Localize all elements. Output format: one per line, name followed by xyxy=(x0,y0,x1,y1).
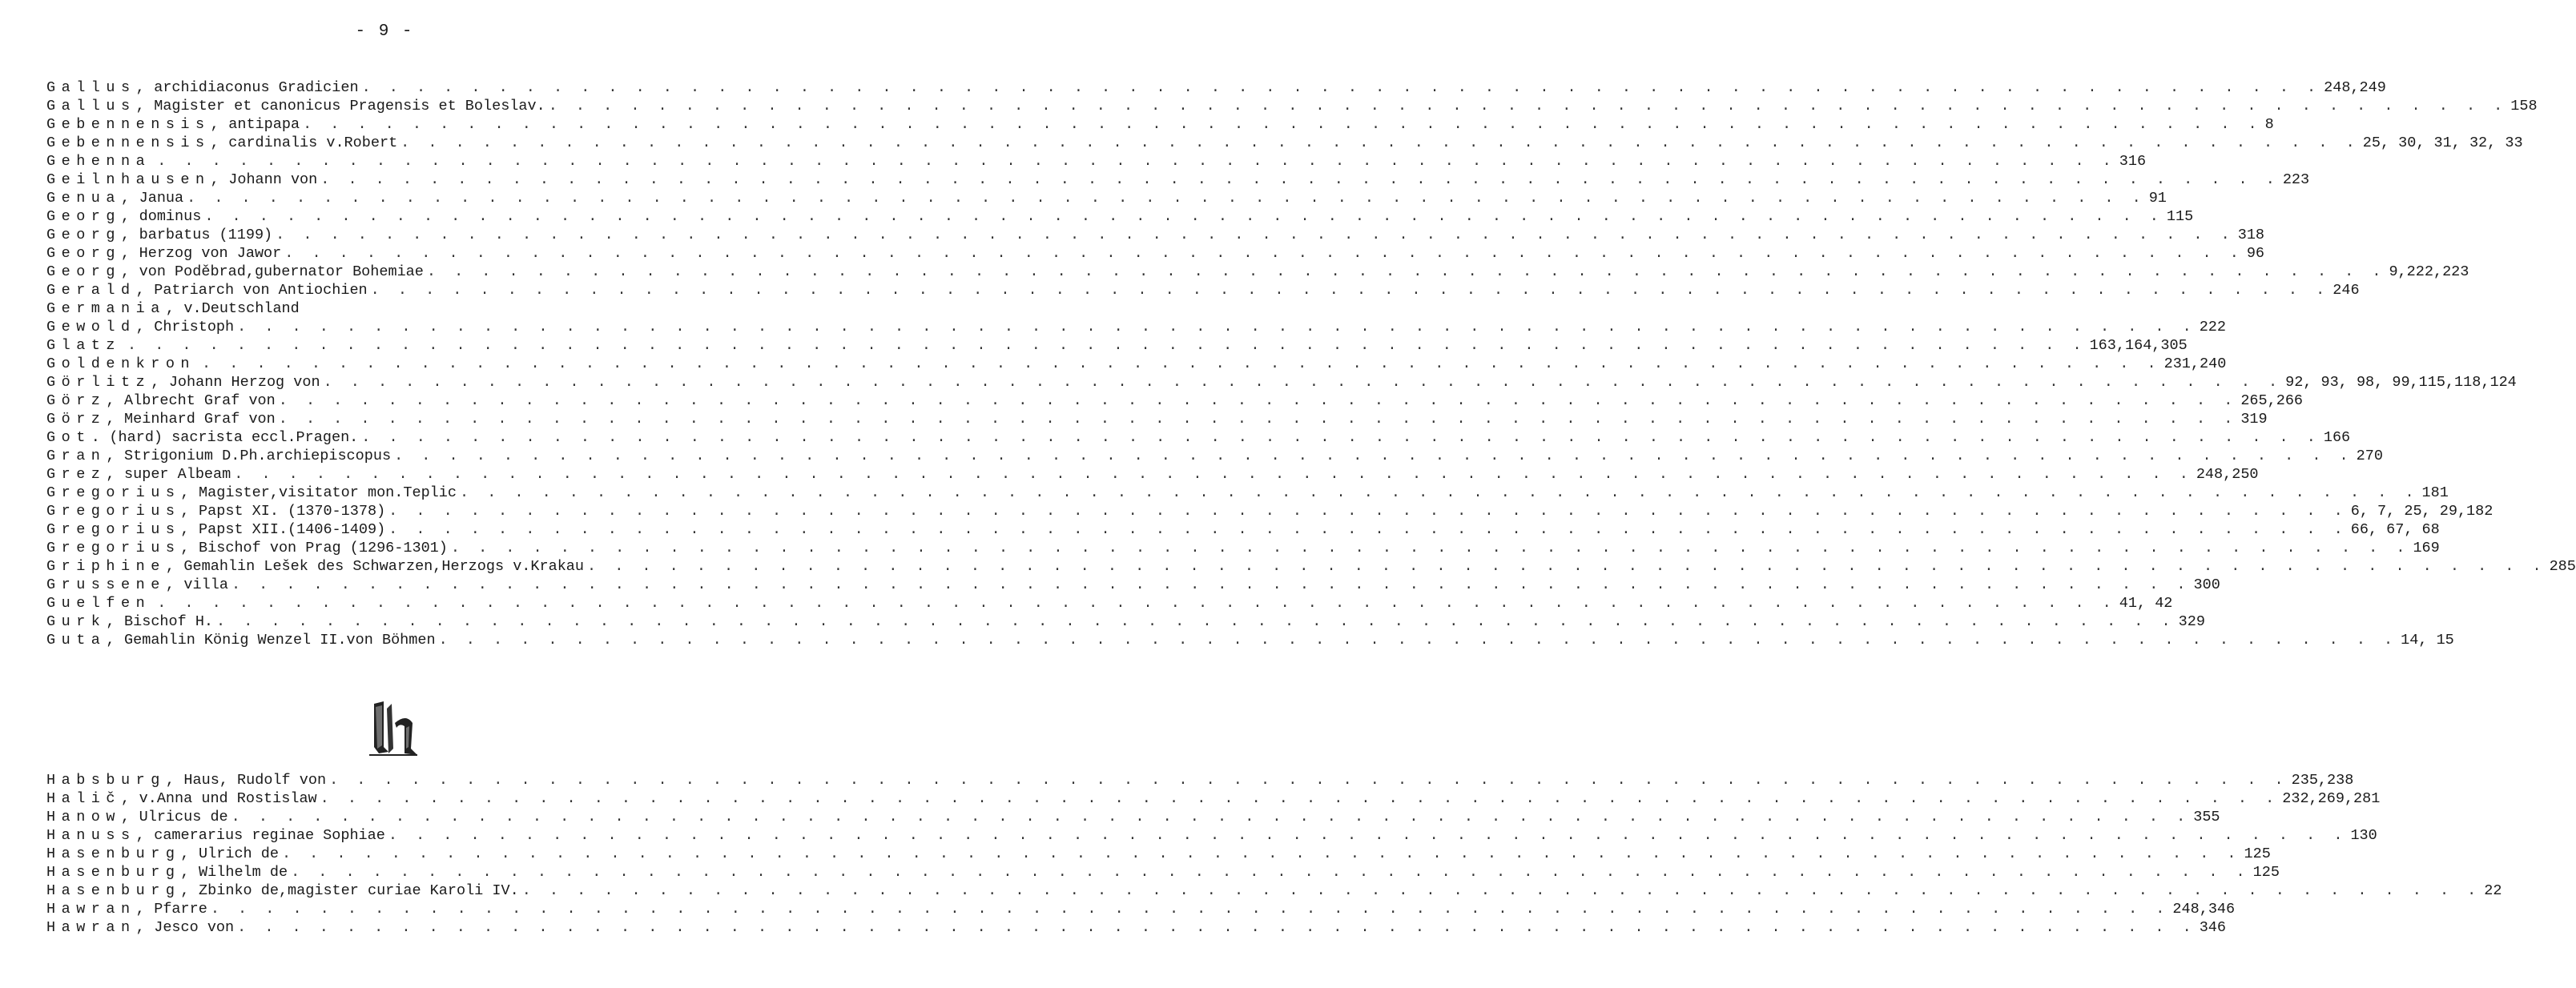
entry-description: Gemahlin Lešek des Schwarzen,Herzogs v.Krakau xyxy=(183,558,585,575)
entry-description: v.Anna und Rostislaw xyxy=(139,790,317,807)
index-entry xyxy=(46,882,2502,900)
entry-page-numbers: 181 xyxy=(2421,484,2449,501)
dot-leader: . . . . . . . . . . . . . . . . . . . . . . . . . . . . . . . . . . . . . . . . . . . . . . . . . . . . . . . . . . . . . . . . . . . . . . . . xyxy=(320,171,2280,188)
entry-headword: Genua, xyxy=(46,190,136,207)
entry-headword: Gebennensis, xyxy=(46,135,226,151)
entry-page-numbers: 265,266 xyxy=(2240,392,2304,409)
dot-leader: . . . . . . . . . . . . . . . . . . . . . . . . . . . . . . . . . . . . . . . . . . . . . . . . . . . . . . . . . . . . . . . . . . . . . . . . xyxy=(370,282,2330,299)
dot-leader: . . . . . . . . . . . . . . . . . . . . . . . . . . . . . . . . . . . . . . . . . . . . . . . . . . . . . . . . . . . . . . . . . . . . . . . . xyxy=(426,263,2386,280)
entry-page-numbers: 22 xyxy=(2484,882,2502,899)
entry-page-numbers: 115 xyxy=(2166,208,2194,225)
entry-headword: Gregorius, xyxy=(46,521,196,538)
entry-headword: Görz, xyxy=(46,392,122,409)
entry-headword: Hawran, xyxy=(46,919,151,936)
entry-headword: Goldenkron xyxy=(46,355,196,372)
entry-page-numbers: 14, 15 xyxy=(2401,632,2454,649)
entry-headword: Halič, xyxy=(46,790,136,807)
dot-leader: . . . . . . . . . . . . . . . . . . . . . . . . . . . . . . . . . . . . . . . . . . . . . . . . . . . . . . . . . . . . . . . . . . . . . . . . xyxy=(281,845,2241,862)
dot-leader: . . . . . . . . . . . . . . . . . . . . . . . . . . . . . . . . . . . . . . . . . . . . . . . . . . . . . . . . . . . . . . . . . . . . . . . . xyxy=(394,448,2353,464)
dot-leader: . . . . . . . . . . . . . . . . . . . . . . . . . . . . . . . . . . . . . . . . . . . . . . . . . . . . . . . . . . . . . . . . . . . . . . . . xyxy=(237,319,2196,335)
entry-headword: Guelfen xyxy=(46,595,151,612)
entry-headword: Hanow, xyxy=(46,809,136,825)
entry-page-numbers: 222 xyxy=(2199,319,2227,335)
index-entry xyxy=(46,612,2205,631)
dot-leader: . . . . . . . . . . . . . . . . . . . . . . . . . . . . . . . . . . . . . . . . . . . . . . . . . . . . . . . . . . . . . . . . . . . . . . . . xyxy=(388,827,2348,844)
dot-leader: . . . . . . . . . . . . . . . . . . . . . . . . . . . . . . . . . . . . . . . . . . . . . . . . . . . . . . . . . . . . . . . . . . . . . . . . xyxy=(438,632,2398,649)
blackletter-h-ornament xyxy=(364,699,422,757)
index-entry xyxy=(46,134,2523,152)
dot-leader: . . . . . . . . . . . . . . . . . . . . . . . . . . . . . . . . . . . . . . . . . . . . . . . . . . . . . . . . . . . . . . . . . . . . . . . . xyxy=(216,613,2176,630)
index-entry xyxy=(46,281,2360,299)
entry-page-numbers: 285 xyxy=(2549,558,2576,575)
index-entry xyxy=(46,152,2147,171)
entry-headword: Gerald, xyxy=(46,282,151,299)
index-entry xyxy=(46,263,2469,281)
dot-leader: . . . . . . . . . . . . . . . . . . . . . . . . . . . . . . . . . . . . . . . . . . . . . . . . . . . . . . . . . . . . . . . . . . . . . . . . xyxy=(231,809,2191,825)
dot-leader: . . . . . . . . . . . . . . . . . . . . . . . . . . . . . . . . . . . . . . . . . . . . . . . . . . . . . . . . . . . . . . . . . . . . . . . . xyxy=(521,882,2481,899)
entry-headword: Hasenburg, xyxy=(46,845,196,862)
entry-description: Johann Herzog von xyxy=(168,374,320,391)
index-entry xyxy=(46,171,2310,189)
index-entry xyxy=(46,484,2449,502)
dot-leader: . . . . . . . . . . . . . . . . . . . . . . . . . . . . . . . . . . . . . . . . . . . . . . . . . . . . . . . . . . . . . . . . . . . . . . . . xyxy=(284,245,2244,262)
index-entry xyxy=(46,900,2236,918)
entry-page-numbers: 319 xyxy=(2240,411,2268,428)
entry-description: super Albeam xyxy=(124,466,231,483)
entry-headword: Hanuss, xyxy=(46,827,151,844)
index-entry xyxy=(46,410,2268,428)
entry-headword: Gehenna xyxy=(46,153,151,170)
dot-leader: . . . . . . . . . . . . . . . . . . . . . . . . . . . . . . . . . . . . . . . . . . . . . . . . . . . . . . . . . . . . . . . . . . . . . . . . xyxy=(361,429,2320,446)
entry-headword: Hasenburg, xyxy=(46,882,196,899)
entry-page-numbers: 6, 7, 25, 29,182 xyxy=(2350,503,2493,520)
dot-leader: . . . . . . . . . . . . . . . . . . . . . . . . . . . . . . . . . . . . . . . . . . . . . . . . . . . . . . . . . . . . . . . . . . . . . . . . xyxy=(157,595,2116,612)
entry-headword: Gregorius, xyxy=(46,484,196,501)
index-entry xyxy=(46,863,2280,882)
dot-leader: . . . . . . . . . . . . . . . . . . . . . . . . . . . . . . . . . . . . . . . . . . . . . . . . . . . . . . . . . . . . . . . . . . . . . . . . xyxy=(388,503,2348,520)
dot-leader: . . . . . . . . . . . . . . . . . . . . . . . . . . . . . . . . . . . . . . . . . . . . . . . . . . . . . . . . . . . . . . . . . . . . . . . . xyxy=(459,484,2419,501)
index-entry xyxy=(46,207,2194,226)
entry-description: Magister et canonicus Pragensis et Boleslav. xyxy=(154,98,545,114)
page-number: - 9 - xyxy=(355,22,414,41)
index-entry xyxy=(46,539,2440,557)
entry-page-numbers: 346 xyxy=(2199,919,2227,936)
entry-description: v.Deutschland xyxy=(183,300,300,317)
index-entry xyxy=(46,502,2493,520)
index-entry xyxy=(46,355,2227,373)
entry-description: Jesco von xyxy=(154,919,235,936)
entry-headword: Georg, xyxy=(46,263,136,280)
entry-description: cardinalis v.Robert xyxy=(228,135,398,151)
entry-description: Zbinko de,magister curiae Karoli IV. xyxy=(199,882,519,899)
index-entry xyxy=(46,299,748,318)
dot-leader: . . . . . . . . . . . . . . . . . . . . . . . . . . . . . . . . . . . . . . . . . . . . . . . . . . . . . . . . . . . . . . . . . . . . . . . . xyxy=(210,901,2170,918)
entry-page-numbers: 9,222,223 xyxy=(2389,263,2469,280)
dot-leader: . . . . . . . . . . . . . . . . . . . . . . . . . . . . . . . . . . . . . . . . . . . . . . . . . . . . . . . . . . . . . . . . . . . . . . . . xyxy=(450,540,2410,556)
entry-description: Wilhelm de xyxy=(199,864,288,881)
index-entry xyxy=(46,428,2351,447)
dot-leader: . . . . . . . . . . . . . . . . . . . . . . . . . . . . . . . . . . . . . . . . . . . . . . . . . . . . . . . . . . . . . . . . . . . . . . . . xyxy=(278,392,2238,409)
entry-page-numbers: 316 xyxy=(2119,153,2147,170)
index-entry xyxy=(46,808,2220,826)
entry-description: Albrecht Graf von xyxy=(124,392,276,409)
entry-description: Janua xyxy=(139,190,184,207)
entry-headword: Hasenburg, xyxy=(46,864,196,881)
dot-leader: . . . . . . . . . . . . . . . . . . . . . . . . . . . . . . . . . . . . . . . . . . . . . . . . . . . . . . . . . . . . . . . . . . . . . . . . xyxy=(202,355,2161,372)
index-section-g xyxy=(46,78,2576,649)
entry-description: villa xyxy=(183,576,228,593)
entry-page-numbers: 41, 42 xyxy=(2119,595,2173,612)
dot-leader: . . . . . . . . . . . . . . . . . . . . . . . . . . . . . . . . . . . . . . . . . . . . . . . . . . . . . . . . . . . . . . . . . . . . . . . . xyxy=(548,98,2508,114)
entry-description: Gemahlin König Wenzel II.von Böhmen xyxy=(124,632,436,649)
entry-page-numbers: 231,240 xyxy=(2163,355,2227,372)
entry-description: von Poděbrad,gubernator Bohemiae xyxy=(139,263,424,280)
dot-leader: . . . . . . . . . . . . . . . . . . . . . . . . . . . . . . . . . . . . . . . . . . . . . . . . . . . . . . . . . . . . . . . . . . . . . . . . xyxy=(291,864,2250,881)
dot-leader: . . . . . . . . . . . . . . . . . . . . . . . . . . . . . . . . . . . . . . . . . . . . . . . . . . . . . . . . . . . . . . . . . . . . . . . . xyxy=(320,790,2280,807)
entry-description: barbatus (1199) xyxy=(139,227,273,243)
index-entry xyxy=(46,771,2354,789)
entry-headword: Geilnhausen, xyxy=(46,171,226,188)
entry-headword: Habsburg, xyxy=(46,772,181,789)
entry-page-numbers: 355 xyxy=(2193,809,2220,825)
index-entry xyxy=(46,189,2167,207)
entry-headword: Griphine, xyxy=(46,558,181,575)
index-entry xyxy=(46,318,2227,336)
index-entry xyxy=(46,392,2304,410)
dot-leader: . . . . . . . . . . . . . . . . . . . . . . . . . . . . . . . . . . . . . . . . . . . . . . . . . . . . . . . . . . . . . . . . . . . . . . . . xyxy=(204,208,2163,225)
entry-page-numbers: 91 xyxy=(2148,190,2167,207)
index-entry xyxy=(46,520,2440,539)
entry-headword: Grez, xyxy=(46,466,122,483)
dot-leader: . . . . . . . . . . . . . . . . . . . . . . . . . . . . . . . . . . . . . . . . . . . . . . . . . . . . . . . . . . . . . . . . . . . . . . . . xyxy=(127,337,2087,354)
entry-page-numbers: 25, 30, 31, 32, 33 xyxy=(2362,135,2523,151)
entry-headword: Gregorius, xyxy=(46,540,196,556)
dot-leader: . . . . . . . . . . . . . . . . . . . . . . . . . . . . . . . . . . . . . . . . . . . . . . . . . . . . . . . . . . . . . . . . . . . . . . . . xyxy=(388,521,2348,538)
entry-description: archidiaconus Gradicien xyxy=(154,79,359,96)
entry-page-numbers: 92, 93, 98, 99,115,118,124 xyxy=(2285,374,2517,391)
dot-leader: . . . . . . . . . . . . . . . . . . . . . . . . . . . . . . . . . . . . . . . . . . . . . . . . . . . . . . . . . . . . . . . . . . . . . . . . xyxy=(323,374,2283,391)
index-entry xyxy=(46,826,2377,845)
entry-page-numbers: 329 xyxy=(2178,613,2205,630)
entry-headword: Gregorius, xyxy=(46,503,196,520)
entry-description: Pfarre xyxy=(154,901,207,918)
entry-page-numbers: 169 xyxy=(2413,540,2440,556)
entry-headword: Grussene, xyxy=(46,576,181,593)
entry-page-numbers: 248,249 xyxy=(2324,79,2386,96)
index-entry xyxy=(46,97,2538,115)
dot-leader: . . . . . . . . . . . . . . . . . . . . . . . . . . . . . . . . . . . . . . . . . . . . . . . . . . . . . . . . . . . . . . . . . . . . . . . . xyxy=(400,135,2360,151)
dot-leader: . . . . . . . . . . . . . . . . . . . . . . . . . . . . . . . . . . . . . . . . . . . . . . . . . . . . . . . . . . . . . . . . . . . . . . . . xyxy=(231,576,2191,593)
entry-headword: Hawran, xyxy=(46,901,151,918)
index-entry xyxy=(46,78,2386,97)
entry-page-numbers: 125 xyxy=(2252,864,2280,881)
entry-description: Strigonium D.Ph.archiepiscopus xyxy=(124,448,392,464)
index-entry xyxy=(46,594,2173,612)
entry-page-numbers: 248,346 xyxy=(2172,901,2236,918)
index-entry xyxy=(46,557,2576,576)
index-entry xyxy=(46,789,2381,808)
entry-headword: Gallus, xyxy=(46,79,151,96)
entry-page-numbers: 130 xyxy=(2350,827,2377,844)
entry-description: Meinhard Graf von xyxy=(124,411,276,428)
dot-leader: . . . . . . . . . . . . . . . . . . . . . . . . . . . . . . . . . . . . . . . . . . . . . . . . . . . . . . . . . . . . . . . . . . . . . . . . xyxy=(276,227,2235,243)
dot-leader: . . . . . . . . . . . . . . . . . . . . . . . . . . . . . . . . . . . . . . . . . . . . . . . . . . . . . . . . . . . . . . . . . . . . . . . . xyxy=(587,558,2546,575)
entry-headword: Glatz xyxy=(46,337,122,354)
index-entry xyxy=(46,576,2220,594)
entry-description: camerarius reginae Sophiae xyxy=(154,827,385,844)
index-entry xyxy=(46,226,2265,244)
entry-description: dominus xyxy=(139,208,202,225)
entry-description: Haus, Rudolf von xyxy=(183,772,327,789)
index-entry xyxy=(46,918,2227,937)
index-entry xyxy=(46,845,2271,863)
entry-page-numbers: 66, 67, 68 xyxy=(2350,521,2440,538)
entry-description: Herzog von Jawor xyxy=(139,245,282,262)
entry-description: Ulrich de xyxy=(199,845,279,862)
entry-headword: Georg, xyxy=(46,208,136,225)
entry-page-numbers: 125 xyxy=(2244,845,2271,862)
entry-headword: Germania, xyxy=(46,300,181,317)
entry-headword: Gurk, xyxy=(46,613,122,630)
dot-leader: . . . . . . . . . . . . . . . . . . . . . . . . . . . . . . . . . . . . . . . . . . . . . . . . . . . . . . . . . . . . . . . . . . . . . . . . xyxy=(329,772,2288,789)
entry-description: Bischof von Prag (1296-1301) xyxy=(199,540,448,556)
entry-headword: Gebennensis, xyxy=(46,116,226,133)
entry-headword: Got. xyxy=(46,429,107,446)
entry-page-numbers: 318 xyxy=(2237,227,2265,243)
index-entry xyxy=(46,115,2274,134)
entry-page-numbers: 163,164,305 xyxy=(2089,337,2188,354)
index-entry xyxy=(46,447,2383,465)
entry-page-numbers: 8 xyxy=(2264,116,2274,133)
dot-leader: . . . . . . . . . . . . . . . . . . . . . . . . . . . . . . . . . . . . . . . . . . . . . . . . . . . . . . . . . . . . . . . . . . . . . . . . xyxy=(157,153,2116,170)
entry-description: Papst XII.(1406-1409) xyxy=(199,521,386,538)
dot-leader: . . . . . . . . . . . . . . . . . . . . . . . . . . . . . . . . . . . . . . . . . . . . . . . . . . . . . . . . . . . . . . . . . . . . . . . . xyxy=(187,190,2146,207)
entry-page-numbers: 166 xyxy=(2323,429,2351,446)
entry-description: Patriarch von Antiochien xyxy=(154,282,368,299)
entry-page-numbers: 158 xyxy=(2510,98,2538,114)
entry-page-numbers: 270 xyxy=(2356,448,2383,464)
entry-description: Ulricus de xyxy=(139,809,228,825)
entry-description: (hard) sacrista eccl.Pragen. xyxy=(109,429,359,446)
dot-leader: . . . . . . . . . . . . . . . . . . . . . . . . . . . . . . . . . . . . . . . . . . . . . . . . . . . . . . . . . . . . . . . . . . . . . . . . xyxy=(234,466,2193,483)
entry-page-numbers: 96 xyxy=(2246,245,2265,262)
index-entry xyxy=(46,244,2265,263)
index-entry xyxy=(46,631,2454,649)
entry-description: antipapa xyxy=(228,116,300,133)
entry-page-numbers: 223 xyxy=(2282,171,2310,188)
entry-page-numbers: 246 xyxy=(2332,282,2360,299)
entry-headword: Görz, xyxy=(46,411,122,428)
entry-page-numbers: 300 xyxy=(2193,576,2220,593)
index-entry xyxy=(46,373,2517,392)
entry-headword: Gewold, xyxy=(46,319,151,335)
entry-headword: Gallus, xyxy=(46,98,151,114)
dot-leader: . . . . . . . . . . . . . . . . . . . . . . . . . . . . . . . . . . . . . . . . . . . . . . . . . . . . . . . . . . . . . . . . . . . . . . . . xyxy=(278,411,2238,428)
entry-description: Papst XI. (1370-1378) xyxy=(199,503,386,520)
entry-description: Johann von xyxy=(228,171,318,188)
entry-description: Christoph xyxy=(154,319,235,335)
entry-headword: Gran, xyxy=(46,448,122,464)
index-section-h xyxy=(46,771,2502,937)
entry-headword: Görlitz, xyxy=(46,374,166,391)
dot-leader: . . . . . . . . . . . . . . . . . . . . . . . . . . . . . . . . . . . . . . . . . . . . . . . . . . . . . . . . . . . . . . . . . . . . . . . . xyxy=(361,79,2321,96)
entry-headword: Georg, xyxy=(46,245,136,262)
entry-headword: Guta, xyxy=(46,632,122,649)
dot-leader: . . . . . . . . . . . . . . . . . . . . . . . . . . . . . . . . . . . . . . . . . . . . . . . . . . . . . . . . . . . . . . . . . . . . . . . . xyxy=(303,116,2262,133)
entry-page-numbers: 248,250 xyxy=(2196,466,2259,483)
index-entry xyxy=(46,465,2259,484)
index-entry xyxy=(46,336,2188,355)
entry-headword: Georg, xyxy=(46,227,136,243)
entry-description: Magister,visitator mon.Teplic xyxy=(199,484,457,501)
dot-leader: . . . . . . . . . . . . . . . . . . . . . . . . . . . . . . . . . . . . . . . . . . . . . . . . . . . . . . . . . . . . . . . . . . . . . . . . xyxy=(237,919,2196,936)
entry-description: Bischof H. xyxy=(124,613,214,630)
entry-page-numbers: 232,269,281 xyxy=(2282,790,2381,807)
entry-page-numbers: 235,238 xyxy=(2291,772,2354,789)
